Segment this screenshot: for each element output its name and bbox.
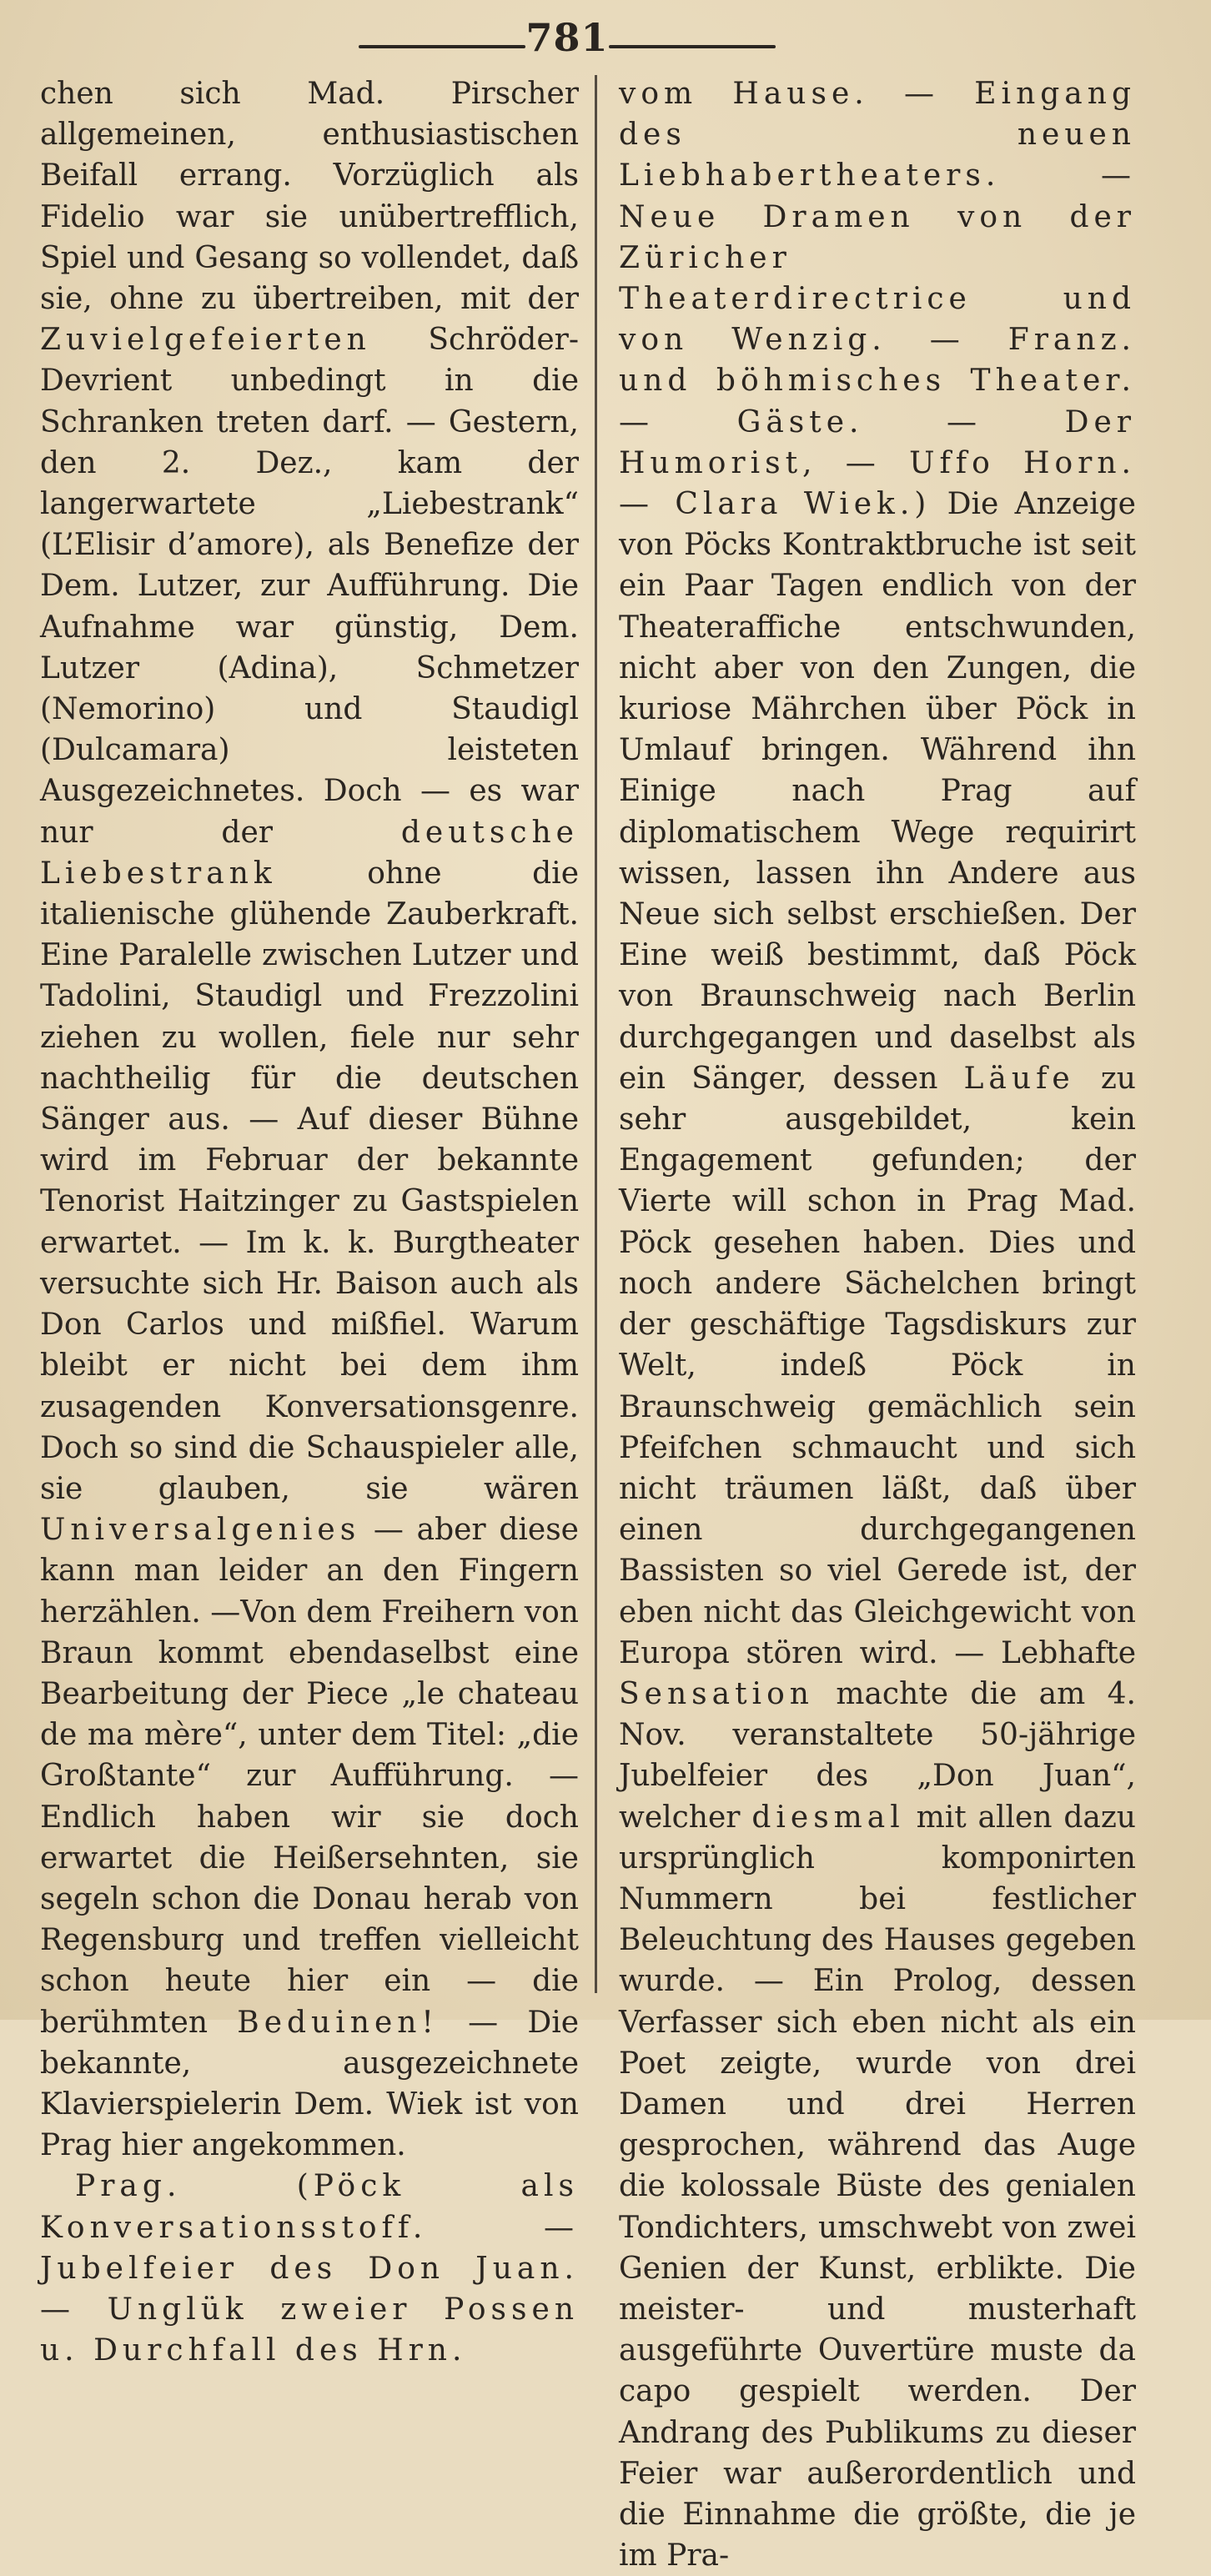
text-segment: machte die am 4. Nov. veranstaltete 50-jährige Jubelfeier des „Don Juan“, welcher bbox=[619, 1676, 1136, 1835]
article-vienna-paragraph bbox=[40, 73, 579, 2166]
spaced-emphasis: deutsche Liebestrank bbox=[40, 815, 579, 891]
header-rule-left bbox=[359, 45, 525, 48]
text-segment: Schröder-Devrient unbedingt in die Schranken treten darf. — Gestern, den 2. Dez., kam der langerwartete „Liebestrank“ (L’Elisir d’amore), als Benefize der Dem. Lutzer, zur Aufführung. Die Aufnahme war günstig, Dem. Lutzer (Adina), Schmetzer (Nemorino) und Staudigl (Dulcamara) leisteten Ausgezeichnetes. Doch — es war nur der bbox=[40, 323, 579, 850]
spaced-emphasis: Zuvielgefeierten bbox=[40, 323, 371, 358]
column-divider bbox=[595, 75, 597, 1993]
right-column bbox=[619, 73, 1136, 2576]
spaced-emphasis: Sensation bbox=[619, 1676, 814, 1711]
left-column bbox=[40, 73, 579, 2371]
article-prague-paragraph bbox=[619, 73, 1136, 2576]
spaced-emphasis: Beduinen! bbox=[237, 2005, 439, 2040]
spaced-emphasis: vom Hause. — Eingang des neuen Liebhabertheaters. — Neue Dramen von der Züricher Theaterdirectrice und von Wenzig. — Franz. und böhmisches Theater. — Gäste. — Der Humorist, — Uffo Horn. — Clara Wiek.) bbox=[619, 77, 1136, 522]
spaced-emphasis: diesmal bbox=[751, 1800, 905, 1835]
text-segment: ohne die italienische glühende Zauberkraft. Eine Paralelle zwischen Lutzer und Tadolini, Staudigl und Frezzolini ziehen zu wollen, fiele nur sehr nachtheilig für die deutschen Sänger aus. — Auf dieser Bühne wird im Februar der bekannte Tenorist Haitzinger zu Gastspielen erwartet. — Im k. k. Burgtheater versuchte sich Hr. Baison auch als Don Carlos und mißfiel. Warum bleibt er nicht bei dem ihm zusagenden Konversationsgenre. Doch so sind die Schauspieler alle, sie glauben, sie wären bbox=[40, 856, 579, 1506]
spaced-emphasis: Läufe bbox=[963, 1061, 1075, 1096]
text-segment: mit allen dazu ursprünglich komponirten Nummern bei festlicher Beleuchtung des Hauses gegeben wurde. — Ein Prolog, dessen Verfasser sich eben nicht als ein Poet zeigte, wurde von drei Damen und drei Herren gesprochen, während das Auge die kolossale Büste des genialen Tondichters, umschwebt von zwei Genien der Kunst, erblikte. Die meister- und musterhaft ausgeführte Ouvertüre muste da capo gespielt werden. Der Andrang des Publikums zu dieser Feier war außerordentlich und die Einnahme die größte, die je im Pra- bbox=[619, 1800, 1136, 2573]
page-header bbox=[0, 15, 1211, 73]
text-segment: — Die bekannte, ausgezeichnete Klavierspielerin Dem. Wiek ist von Prag hier angekommen. bbox=[40, 2005, 580, 2163]
text-segment: Die Anzeige von Pöcks Kontraktbruche ist seit ein Paar Tagen endlich von der Theateraffiche entschwunden, nicht aber von den Zungen, die kuriose Mährchen über Pöck in Umlauf bringen. Während ihn Einige nach Prag auf diplomatischem Wege requirirt wissen, lassen ihn Andere aus Neue sich selbst erschießen. Der Eine weiß bestimmt, daß Pöck von Braunschweig nach Berlin durchgegangen und daselbst als ein Sänger, dessen bbox=[619, 487, 1136, 1096]
spaced-emphasis: Prag. (Pöck als Konversationsstoff. — Jubelfeier des Don Juan. — Unglük zweier Possen u. Durchfall des Hrn. bbox=[40, 2169, 579, 2368]
text-segment: — aber diese kann man leider an den Fingern herzählen. —Von dem Freihern von Braun kommt ebendaselbst eine Bearbeitung der Piece „le chateau de ma mère“, unter dem Titel: „die Großtante“ zur Aufführung. — Endlich haben wir sie doch erwartet die Heißersehnten, sie segeln schon die Donau herab von Regensburg und treffen vielleicht schon heute hier ein — die berühmten bbox=[40, 1513, 579, 2040]
page-number: 781 bbox=[525, 15, 609, 60]
text-segment: chen sich Mad. Pirscher allgemeinen, enthusiastischen Beifall errang. Vorzüglich als Fidelio war sie unübertrefflich, Spiel und Gesang so vollendet, daß sie, ohne zu übertreiben, mit der bbox=[40, 77, 579, 317]
text-segment: zu sehr ausgebildet, kein Engagement gefunden; der Vierte will schon in Prag Mad. Pöck gesehen haben. Dies und noch andere Sächelchen bringt der geschäftige Tagsdiskurs zur Welt, indeß Pöck in Braunschweig gemächlich sein Pfeifchen schmaucht und sich nicht träumen läßt, daß über einen durchgegangenen Bassisten so viel Gerede ist, der eben nicht das Gleichgewicht von Europa stören wird. — Lebhafte bbox=[619, 1061, 1136, 1670]
article-prague-heading bbox=[40, 2166, 579, 2371]
spaced-emphasis: Universalgenies bbox=[40, 1513, 361, 1548]
header-rule-right bbox=[609, 45, 776, 48]
